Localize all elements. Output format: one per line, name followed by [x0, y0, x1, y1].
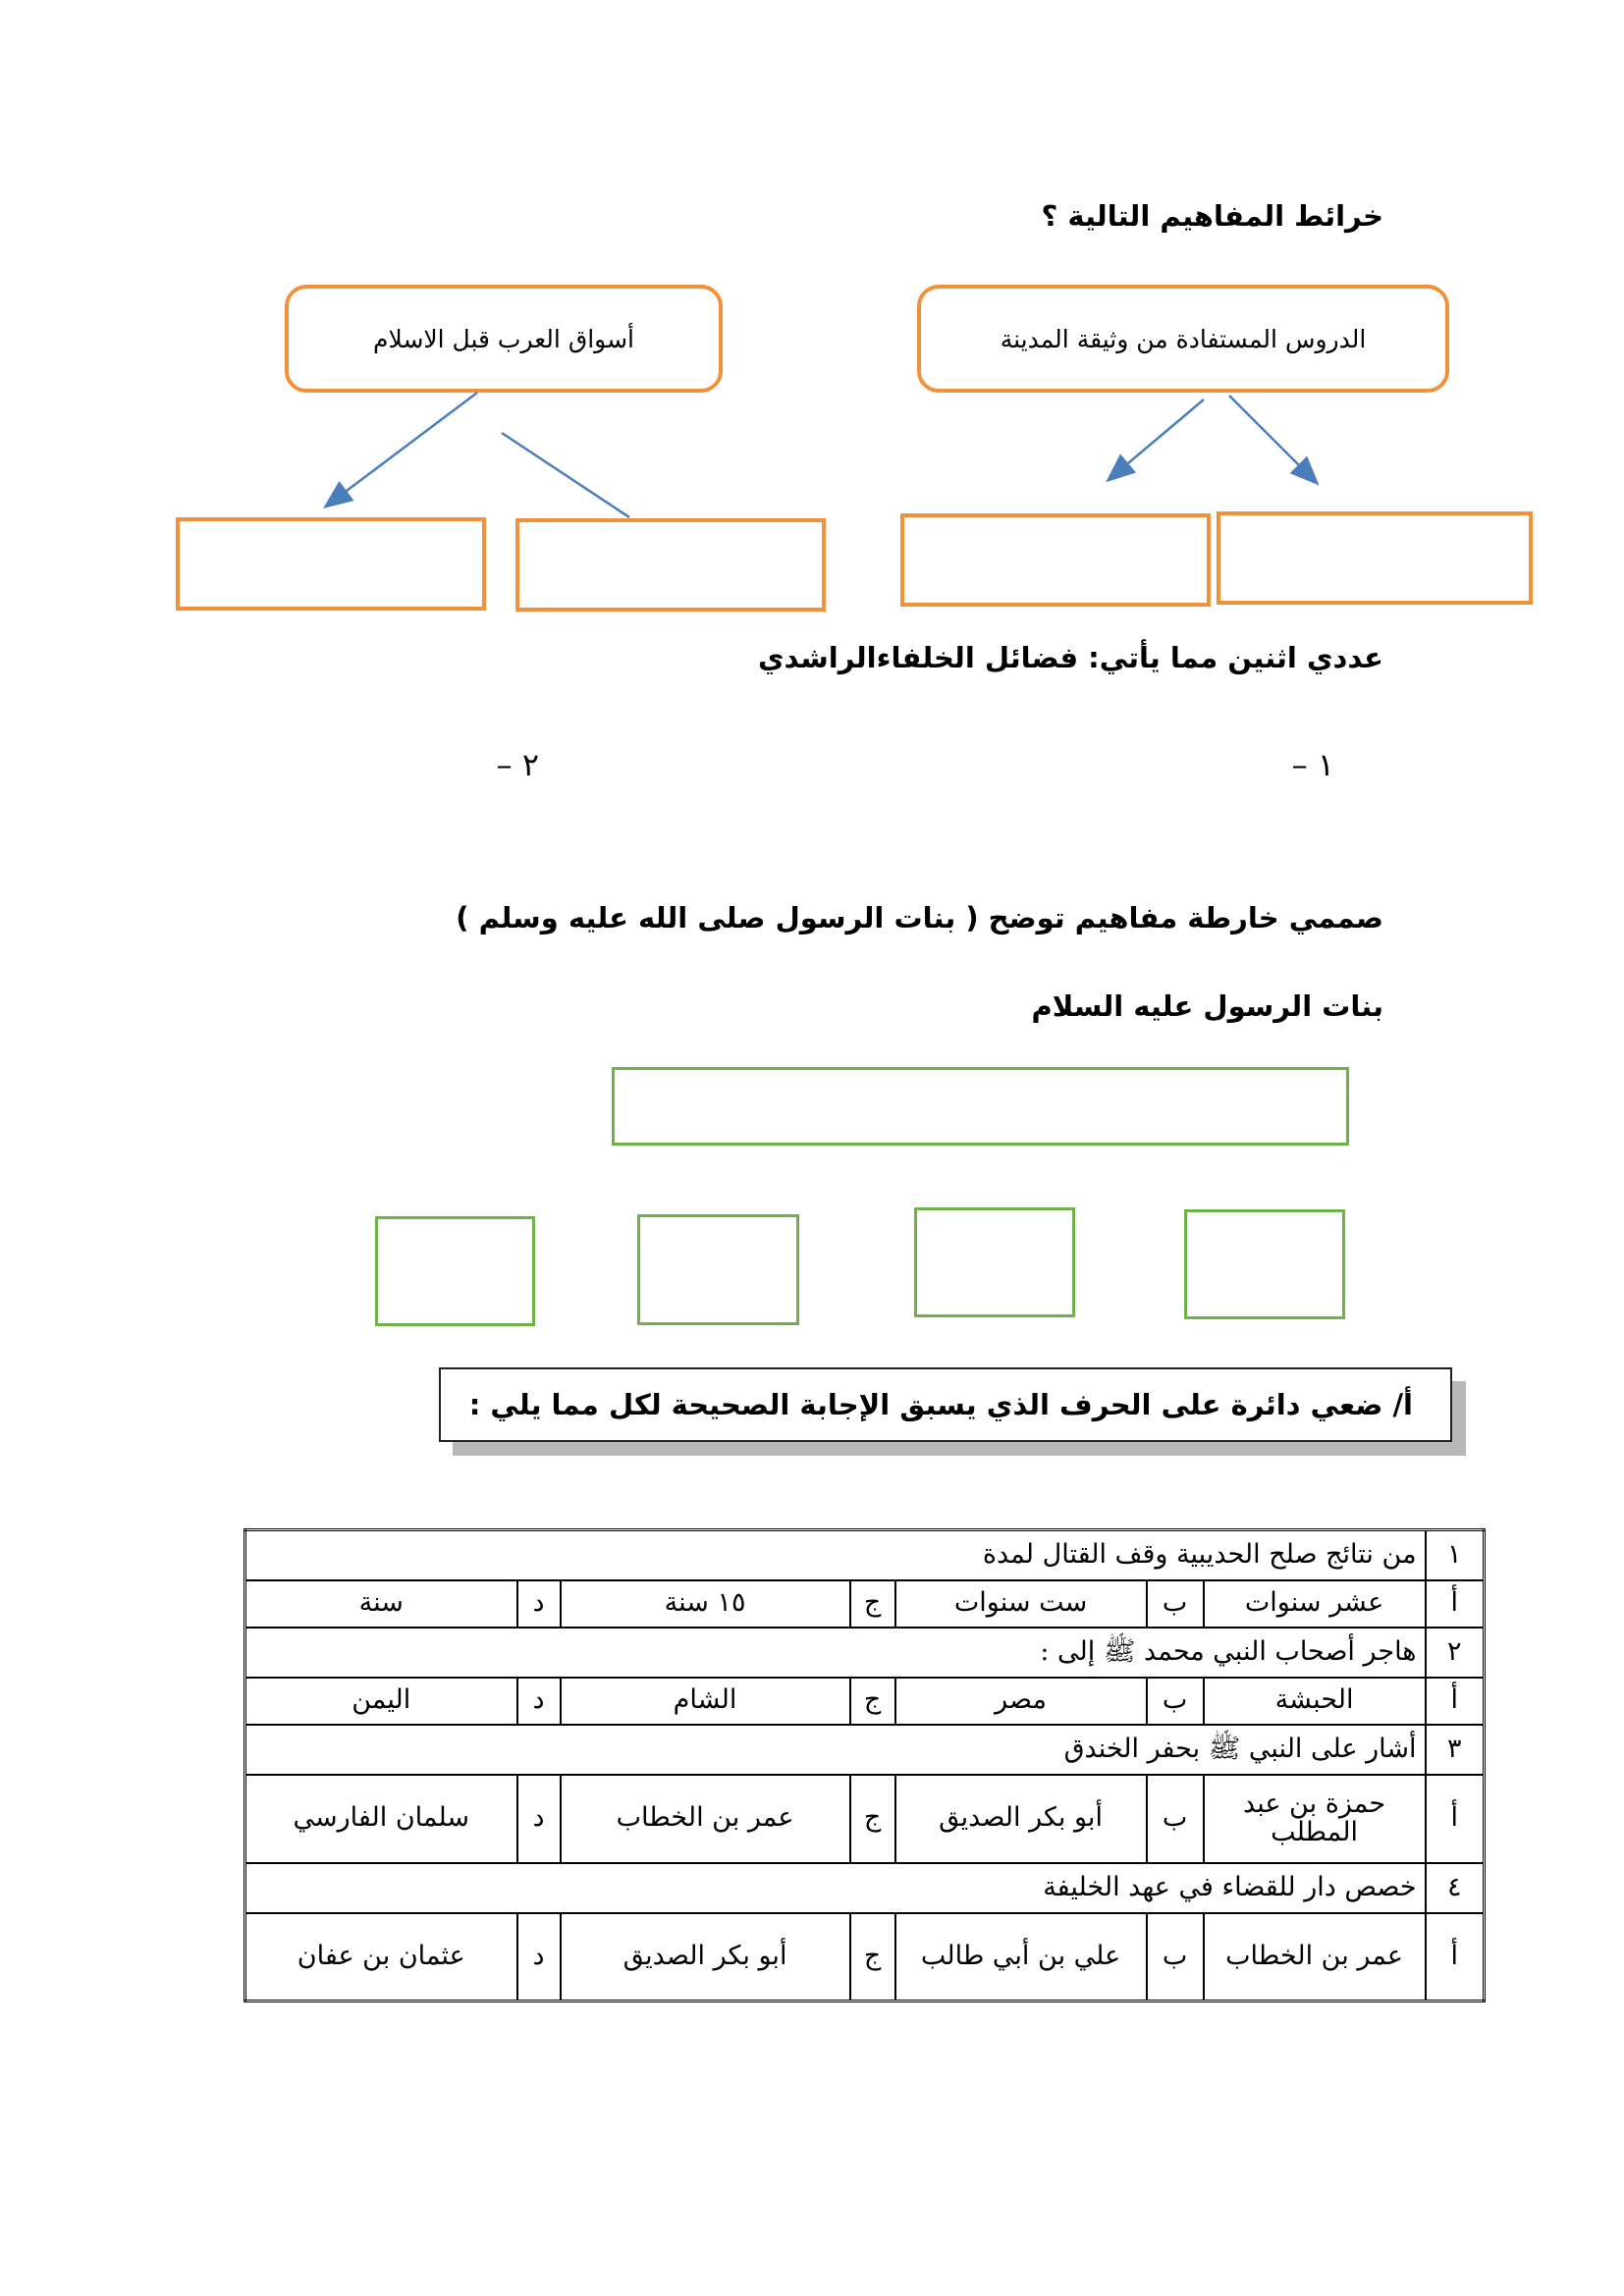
option-text-a[interactable]: عمر بن الخطاب: [1204, 1913, 1426, 2002]
section3-subtitle: بنات الرسول عليه السلام: [1031, 989, 1383, 1023]
option-letter-d[interactable]: د: [517, 1678, 561, 1725]
options-row-1: [245, 1580, 1485, 1628]
arrow-left-1: [327, 393, 477, 506]
answer-box-right-2[interactable]: [1217, 511, 1533, 605]
daughter-box-4[interactable]: [375, 1216, 535, 1326]
question-text: خصص دار للقضاء في عهد الخليفة: [245, 1863, 1426, 1913]
option-letter-a[interactable]: أ: [1426, 1775, 1485, 1863]
option-text-c[interactable]: أبو بكر الصديق: [561, 1913, 850, 2002]
question-text: من نتائج صلح الحديبية وقف القتال لمدة: [245, 1530, 1426, 1580]
answer-box-right-1[interactable]: [900, 513, 1211, 607]
option-text-a[interactable]: عشر سنوات: [1204, 1580, 1426, 1628]
option-text-b[interactable]: علي بن أبي طالب: [895, 1913, 1147, 2002]
answer-line-2[interactable]: ٢ –: [496, 746, 539, 783]
section2-title: عددي اثنين مما يأتي: فضائل الخلفاءالراشدي: [757, 641, 1383, 674]
arrow-right-2: [1229, 396, 1316, 482]
answer-box-left-1[interactable]: [176, 517, 486, 611]
option-letter-b[interactable]: ب: [1147, 1913, 1204, 2002]
question-number: ٤: [1426, 1863, 1485, 1913]
question-row-3: [245, 1725, 1485, 1775]
daughter-box-3[interactable]: [637, 1214, 799, 1325]
question-number: ٣: [1426, 1725, 1485, 1775]
daughter-box-2[interactable]: [914, 1207, 1075, 1317]
option-text-d[interactable]: اليمن: [245, 1678, 517, 1725]
option-text-c[interactable]: ١٥ سنة: [561, 1580, 850, 1628]
option-text-b[interactable]: ست سنوات: [895, 1580, 1147, 1628]
arrow-right-1: [1110, 400, 1204, 479]
option-text-a[interactable]: حمزة بن عبد المطلب: [1204, 1775, 1426, 1863]
option-letter-c[interactable]: ج: [850, 1913, 895, 2002]
option-text-b[interactable]: مصر: [895, 1678, 1147, 1725]
concept-map-right-label: الدروس المستفادة من وثيقة المدينة: [1000, 324, 1367, 353]
option-text-c[interactable]: عمر بن الخطاب: [561, 1775, 850, 1863]
answer-line-1[interactable]: ١ –: [1291, 746, 1334, 783]
options-row-4: [245, 1913, 1485, 2002]
section1-title: خرائط المفاهيم التالية ؟: [1041, 199, 1383, 233]
option-text-d[interactable]: سلمان الفارسي: [245, 1775, 517, 1863]
question-text: أشار على النبي ﷺ بحفر الخندق: [245, 1725, 1426, 1775]
question-row-2: [245, 1628, 1485, 1678]
option-text-b[interactable]: أبو بكر الصديق: [895, 1775, 1147, 1863]
option-letter-b[interactable]: ب: [1147, 1678, 1204, 1725]
question-number: ٢: [1426, 1628, 1485, 1678]
options-row-2: [245, 1678, 1485, 1725]
option-letter-d[interactable]: د: [517, 1775, 561, 1863]
option-letter-b[interactable]: ب: [1147, 1775, 1204, 1863]
option-letter-a[interactable]: أ: [1426, 1678, 1485, 1725]
daughter-box-1[interactable]: [1184, 1209, 1345, 1319]
daughters-root-box[interactable]: [612, 1067, 1349, 1146]
option-text-a[interactable]: الحبشة: [1204, 1678, 1426, 1725]
option-letter-c[interactable]: ج: [850, 1678, 895, 1725]
answer-box-left-2[interactable]: [515, 518, 826, 612]
section3-title: صممي خارطة مفاهيم توضح ( بنات الرسول صلى الله عليه وسلم ): [456, 901, 1383, 934]
connector-left-2: [502, 433, 629, 517]
option-letter-c[interactable]: ج: [850, 1580, 895, 1628]
question-text: هاجر أصحاب النبي محمد ﷺ إلى :: [245, 1628, 1426, 1678]
mcq-table: [244, 1528, 1486, 2002]
options-row-3: [245, 1775, 1485, 1863]
instruction-banner: [439, 1367, 1452, 1442]
option-text-c[interactable]: الشام: [561, 1678, 850, 1725]
option-letter-a[interactable]: أ: [1426, 1580, 1485, 1628]
option-letter-c[interactable]: ج: [850, 1775, 895, 1863]
question-row-4: [245, 1863, 1485, 1913]
option-text-d[interactable]: سنة: [245, 1580, 517, 1628]
option-letter-a[interactable]: أ: [1426, 1913, 1485, 2002]
concept-map-left-label: أسواق العرب قبل الاسلام: [373, 324, 634, 353]
instruction-text: أ/ ضعي دائرة على الحرف الذي يسبق الإجابة الصحيحة لكل مما يلي :: [468, 1388, 1413, 1421]
question-number: ١: [1426, 1530, 1485, 1580]
question-row-1: [245, 1530, 1485, 1580]
option-letter-d[interactable]: د: [517, 1580, 561, 1628]
option-letter-b[interactable]: ب: [1147, 1580, 1204, 1628]
option-letter-d[interactable]: د: [517, 1913, 561, 2002]
option-text-d[interactable]: عثمان بن عفان: [245, 1913, 517, 2002]
